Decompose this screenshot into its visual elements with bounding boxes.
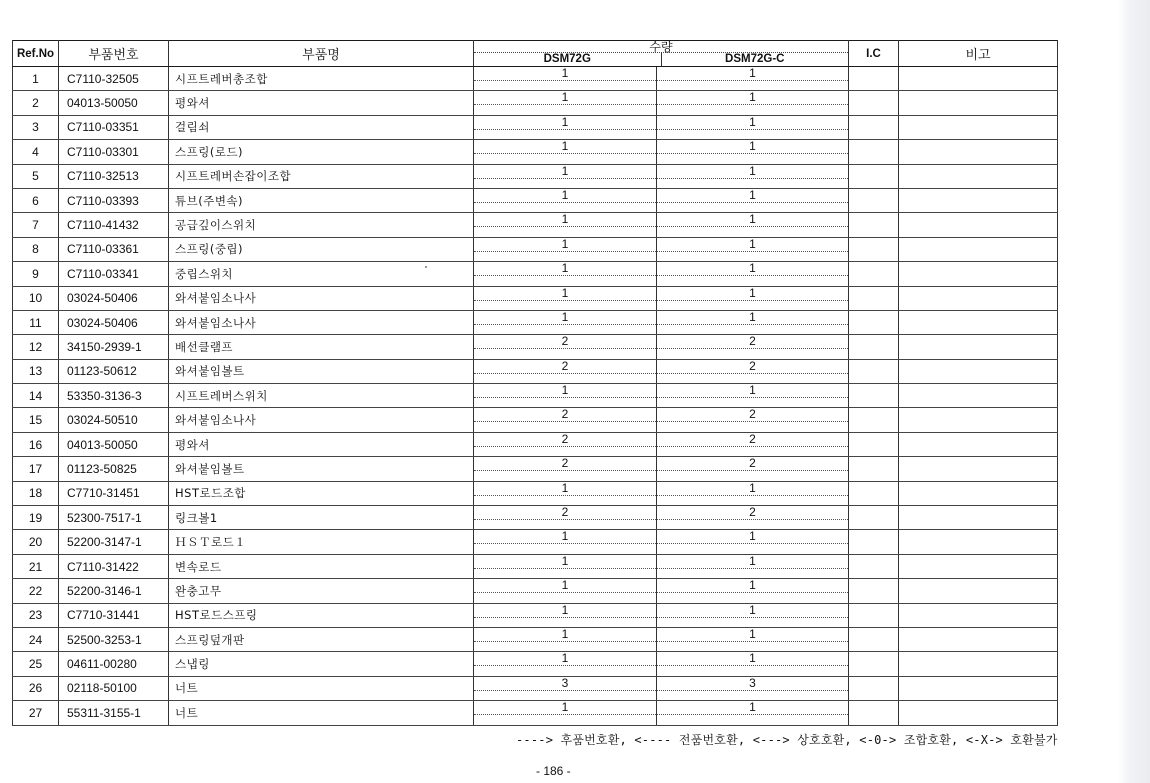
qty-dsm72g-c-cell xyxy=(657,676,849,700)
qty-value: 2 xyxy=(561,456,569,471)
parts-table-body xyxy=(13,67,1058,726)
part-number-cell: C7110-41432 xyxy=(59,213,169,237)
qty-value: 1 xyxy=(561,700,569,715)
qty-value: 3 xyxy=(561,676,569,690)
qty-dsm72g-cell xyxy=(474,701,657,725)
qty-dsm72g-cell xyxy=(474,676,657,700)
part-name-cell: HST로드스프링 xyxy=(169,603,474,627)
part-name-cell: 변속로드 xyxy=(169,554,474,578)
part-name-cell: HST로드조합 xyxy=(169,481,474,505)
table-row xyxy=(13,554,1058,578)
ref-no-cell: 9 xyxy=(13,262,59,286)
part-number-cell: C7110-03361 xyxy=(59,237,169,261)
qty-value: 1 xyxy=(561,383,569,398)
ic-cell xyxy=(849,335,899,359)
qty-dsm72g-cell xyxy=(474,603,657,627)
remarks-cell xyxy=(899,457,1058,481)
part-number-cell: 03024-50406 xyxy=(59,286,169,310)
qty-value: 1 xyxy=(749,90,756,105)
qty-value: 1 xyxy=(749,627,756,641)
qty-dsm72g-cell xyxy=(474,506,657,530)
qty-value: 2 xyxy=(561,407,569,422)
qty-value: 1 xyxy=(561,651,569,666)
qty-value: 1 xyxy=(561,237,569,251)
part-number-cell: 52500-3253-1 xyxy=(59,627,169,651)
qty-value: 2 xyxy=(561,334,569,349)
remarks-cell xyxy=(899,335,1058,359)
table-row xyxy=(13,432,1058,456)
qty-dsm72g-cell xyxy=(474,554,657,578)
table-row xyxy=(13,530,1058,554)
qty-value: 1 xyxy=(749,237,756,251)
ic-cell xyxy=(849,408,899,432)
part-name-cell: 배선클램프 xyxy=(169,335,474,359)
qty-value: 2 xyxy=(561,505,569,520)
part-number-cell: 34150-2939-1 xyxy=(59,335,169,359)
part-name-cell: 스프링(로드) xyxy=(169,140,474,164)
part-name-cell: 튜브(주변속) xyxy=(169,188,474,212)
qty-dsm72g-cell xyxy=(474,213,657,237)
part-number-cell: 04611-00280 xyxy=(59,652,169,676)
table-row xyxy=(13,676,1058,700)
ref-no-cell: 23 xyxy=(13,603,59,627)
qty-dsm72g-c-cell xyxy=(657,627,849,651)
part-name-cell: 완충고무 xyxy=(169,579,474,603)
qty-value: 1 xyxy=(561,627,569,641)
part-number-cell: 53350-3136-3 xyxy=(59,384,169,408)
qty-dsm72g-cell xyxy=(474,91,657,115)
qty-value: 1 xyxy=(749,383,756,398)
ic-cell xyxy=(849,188,899,212)
part-number-cell: C7110-03301 xyxy=(59,140,169,164)
part-number-cell: 01123-50825 xyxy=(59,457,169,481)
ref-no-cell: 3 xyxy=(13,115,59,139)
part-name-cell: 너트 xyxy=(169,701,474,725)
qty-dsm72g-cell xyxy=(474,579,657,603)
qty-dsm72g-cell xyxy=(474,335,657,359)
ic-cell xyxy=(849,554,899,578)
table-row xyxy=(13,67,1058,91)
header-model-dsm72g: DSM72G xyxy=(543,53,591,65)
ic-cell xyxy=(849,164,899,188)
ic-cell xyxy=(849,652,899,676)
part-number-cell: 04013-50050 xyxy=(59,432,169,456)
ref-no-cell: 14 xyxy=(13,384,59,408)
remarks-cell xyxy=(899,408,1058,432)
part-number-cell: 02118-50100 xyxy=(59,676,169,700)
qty-dsm72g-c-cell xyxy=(657,603,849,627)
qty-value: 1 xyxy=(561,164,569,178)
qty-value: 1 xyxy=(561,115,569,129)
ref-no-cell: 24 xyxy=(13,627,59,651)
qty-dsm72g-cell xyxy=(474,286,657,310)
ic-cell xyxy=(849,432,899,456)
qty-dsm72g-c-cell xyxy=(657,506,849,530)
part-number-cell: C7710-31451 xyxy=(59,481,169,505)
ic-cell xyxy=(849,310,899,334)
qty-value: 1 xyxy=(749,310,756,324)
ref-no-cell: 7 xyxy=(13,213,59,237)
ref-no-cell: 16 xyxy=(13,432,59,456)
ic-cell xyxy=(849,115,899,139)
header-model-dsm72g-c: DSM72G-C xyxy=(661,53,849,66)
part-name-cell: 스프링(중립) xyxy=(169,237,474,261)
part-name-cell: 스냅링 xyxy=(169,652,474,676)
table-row xyxy=(13,408,1058,432)
part-name-cell: 와셔붙임볼트 xyxy=(169,457,474,481)
remarks-cell xyxy=(899,530,1058,554)
ref-no-cell: 19 xyxy=(13,506,59,530)
ic-cell xyxy=(849,457,899,481)
qty-dsm72g-cell xyxy=(474,164,657,188)
qty-value: 1 xyxy=(749,261,756,276)
part-name-cell: 스프링덮개판 xyxy=(169,627,474,651)
interchangeability-legend: ----> 후품번호환, <---- 전품번호환, <---> 상호호환, <-0-> 조합호환, <-X-> 호환불가 xyxy=(516,733,1058,747)
ref-no-cell: 8 xyxy=(13,237,59,261)
remarks-cell xyxy=(899,384,1058,408)
qty-value: 2 xyxy=(749,359,756,373)
part-number-cell: C7110-32505 xyxy=(59,67,169,91)
qty-dsm72g-cell xyxy=(474,481,657,505)
qty-dsm72g-c-cell xyxy=(657,384,849,408)
remarks-cell xyxy=(899,188,1058,212)
parts-table xyxy=(12,40,1058,726)
qty-value: 1 xyxy=(749,554,756,568)
qty-value: 1 xyxy=(561,603,569,617)
qty-value: 2 xyxy=(749,505,756,520)
qty-value: 1 xyxy=(749,188,756,202)
ref-no-cell: 5 xyxy=(13,164,59,188)
ref-no-cell: 11 xyxy=(13,310,59,334)
page-number: - 186 - xyxy=(536,764,571,778)
qty-value: 1 xyxy=(749,286,756,300)
part-number-cell: 52200-3146-1 xyxy=(59,579,169,603)
qty-dsm72g-c-cell xyxy=(657,579,849,603)
ref-no-cell: 17 xyxy=(13,457,59,481)
part-name-cell: 와셔붙임볼트 xyxy=(169,359,474,383)
table-row xyxy=(13,335,1058,359)
qty-dsm72g-cell xyxy=(474,530,657,554)
qty-dsm72g-cell xyxy=(474,237,657,261)
qty-value: 1 xyxy=(749,529,756,544)
ic-cell xyxy=(849,262,899,286)
part-number-cell: C7110-32513 xyxy=(59,164,169,188)
ref-no-cell: 25 xyxy=(13,652,59,676)
qty-value: 1 xyxy=(561,481,569,495)
qty-value: 1 xyxy=(561,90,569,105)
qty-value: 1 xyxy=(749,139,756,154)
table-row xyxy=(13,164,1058,188)
table-row xyxy=(13,506,1058,530)
ref-no-cell: 12 xyxy=(13,335,59,359)
remarks-cell xyxy=(899,627,1058,651)
qty-dsm72g-cell xyxy=(474,310,657,334)
table-row xyxy=(13,627,1058,651)
ic-cell xyxy=(849,603,899,627)
qty-value: 1 xyxy=(561,286,569,300)
qty-dsm72g-c-cell xyxy=(657,188,849,212)
table-row xyxy=(13,115,1058,139)
qty-dsm72g-c-cell xyxy=(657,701,849,725)
ref-no-cell: 21 xyxy=(13,554,59,578)
table-row xyxy=(13,359,1058,383)
qty-dsm72g-c-cell xyxy=(657,457,849,481)
qty-dsm72g-c-cell xyxy=(657,652,849,676)
table-row xyxy=(13,310,1058,334)
header-part-name: 부품명 xyxy=(169,41,474,67)
part-name-cell: 중립스위치 xyxy=(169,262,474,286)
qty-dsm72g-cell xyxy=(474,457,657,481)
qty-dsm72g-cell xyxy=(474,115,657,139)
qty-value: 1 xyxy=(749,651,756,666)
qty-value: 2 xyxy=(749,432,756,446)
part-number-cell: C7110-03341 xyxy=(59,262,169,286)
qty-value: 1 xyxy=(561,66,569,80)
remarks-cell xyxy=(899,237,1058,261)
table-row xyxy=(13,213,1058,237)
remarks-cell xyxy=(899,140,1058,164)
qty-value: 2 xyxy=(749,407,756,422)
part-name-cell: 시프트레버손잡이조합 xyxy=(169,164,474,188)
part-name-cell: ＨＳＴ로드１ xyxy=(169,530,474,554)
qty-value: 2 xyxy=(561,359,569,373)
remarks-cell xyxy=(899,603,1058,627)
ic-cell xyxy=(849,701,899,725)
table-row xyxy=(13,384,1058,408)
qty-dsm72g-c-cell xyxy=(657,408,849,432)
ic-cell xyxy=(849,384,899,408)
qty-value: 1 xyxy=(561,554,569,568)
table-row xyxy=(13,652,1058,676)
part-number-cell: C7710-31441 xyxy=(59,603,169,627)
part-number-cell: C7110-03351 xyxy=(59,115,169,139)
ic-cell xyxy=(849,676,899,700)
table-row xyxy=(13,140,1058,164)
header-quantity-models xyxy=(474,52,848,66)
part-name-cell: 평와셔 xyxy=(169,91,474,115)
part-name-cell: 와셔붙임소나사 xyxy=(169,408,474,432)
qty-value: 1 xyxy=(749,603,756,617)
ic-cell xyxy=(849,530,899,554)
qty-value: 1 xyxy=(561,261,569,276)
part-number-cell: 04013-50050 xyxy=(59,91,169,115)
part-number-cell: C7110-31422 xyxy=(59,554,169,578)
ref-no-cell: 10 xyxy=(13,286,59,310)
part-number-cell: 52200-3147-1 xyxy=(59,530,169,554)
qty-dsm72g-cell xyxy=(474,67,657,91)
qty-dsm72g-c-cell xyxy=(657,262,849,286)
qty-dsm72g-c-cell xyxy=(657,481,849,505)
qty-dsm72g-c-cell xyxy=(657,554,849,578)
part-number-cell: 52300-7517-1 xyxy=(59,506,169,530)
qty-value: 1 xyxy=(749,115,756,129)
ref-no-cell: 26 xyxy=(13,676,59,700)
qty-value: 1 xyxy=(749,164,756,178)
qty-dsm72g-cell xyxy=(474,262,657,286)
ic-cell xyxy=(849,506,899,530)
qty-dsm72g-c-cell xyxy=(657,530,849,554)
table-row xyxy=(13,188,1058,212)
qty-dsm72g-cell xyxy=(474,652,657,676)
ic-cell xyxy=(849,67,899,91)
qty-dsm72g-c-cell xyxy=(657,335,849,359)
ref-no-cell: 22 xyxy=(13,579,59,603)
remarks-cell xyxy=(899,432,1058,456)
part-number-cell: 03024-50406 xyxy=(59,310,169,334)
remarks-cell xyxy=(899,164,1058,188)
qty-dsm72g-cell xyxy=(474,188,657,212)
part-number-cell: 01123-50612 xyxy=(59,359,169,383)
remarks-cell xyxy=(899,213,1058,237)
qty-dsm72g-cell xyxy=(474,627,657,651)
remarks-cell xyxy=(899,359,1058,383)
ref-no-cell: 13 xyxy=(13,359,59,383)
remarks-cell xyxy=(899,481,1058,505)
part-name-cell: 시프트레버스위치 xyxy=(169,384,474,408)
qty-dsm72g-c-cell xyxy=(657,213,849,237)
qty-value: 1 xyxy=(561,529,569,544)
ic-cell xyxy=(849,91,899,115)
qty-dsm72g-c-cell xyxy=(657,310,849,334)
header-ref-no: Ref.No xyxy=(13,41,59,67)
ref-no-cell: 27 xyxy=(13,701,59,725)
qty-value: 1 xyxy=(561,578,569,593)
part-name-cell: 링크볼1 xyxy=(169,506,474,530)
ref-no-cell: 4 xyxy=(13,140,59,164)
qty-dsm72g-cell xyxy=(474,408,657,432)
remarks-cell xyxy=(899,506,1058,530)
qty-value: 1 xyxy=(749,212,756,227)
table-row xyxy=(13,603,1058,627)
qty-dsm72g-c-cell xyxy=(657,237,849,261)
header-ic: I.C xyxy=(849,41,899,67)
qty-value: 2 xyxy=(749,334,756,349)
qty-dsm72g-cell xyxy=(474,384,657,408)
part-name-cell: 와셔붙임소나사 xyxy=(169,310,474,334)
part-name-cell: 공급깊이스위치 xyxy=(169,213,474,237)
page-edge-shadow xyxy=(1118,0,1150,783)
qty-dsm72g-cell xyxy=(474,140,657,164)
qty-dsm72g-c-cell xyxy=(657,164,849,188)
qty-dsm72g-c-cell xyxy=(657,286,849,310)
qty-value: 1 xyxy=(561,310,569,324)
ref-no-cell: 1 xyxy=(13,67,59,91)
part-name-cell: 와셔붙임소나사 xyxy=(169,286,474,310)
part-number-cell: 55311-3155-1 xyxy=(59,701,169,725)
remarks-cell xyxy=(899,115,1058,139)
remarks-cell xyxy=(899,676,1058,700)
qty-dsm72g-c-cell xyxy=(657,140,849,164)
table-row xyxy=(13,91,1058,115)
table-row xyxy=(13,457,1058,481)
header-part-number: 부품번호 xyxy=(59,41,169,67)
ref-no-cell: 18 xyxy=(13,481,59,505)
ic-cell xyxy=(849,140,899,164)
remarks-cell xyxy=(899,310,1058,334)
ref-no-cell: 20 xyxy=(13,530,59,554)
remarks-cell xyxy=(899,286,1058,310)
ref-no-cell: 6 xyxy=(13,188,59,212)
part-name-cell: 너트 xyxy=(169,676,474,700)
table-row xyxy=(13,237,1058,261)
ic-cell xyxy=(849,213,899,237)
header-quantity-label: 수량 xyxy=(649,40,673,54)
qty-value: 1 xyxy=(561,212,569,227)
remarks-cell xyxy=(899,91,1058,115)
header-row xyxy=(13,41,1058,67)
header-remarks: 비고 xyxy=(899,41,1058,67)
qty-value: 2 xyxy=(561,432,569,446)
qty-dsm72g-c-cell xyxy=(657,67,849,91)
qty-value: 2 xyxy=(749,456,756,471)
ic-cell xyxy=(849,481,899,505)
qty-value: 1 xyxy=(749,700,756,715)
table-row xyxy=(13,262,1058,286)
qty-value: 1 xyxy=(749,66,756,80)
header-quantity xyxy=(474,41,849,67)
remarks-cell xyxy=(899,579,1058,603)
qty-value: 1 xyxy=(561,188,569,202)
table-row xyxy=(13,286,1058,310)
table-row xyxy=(13,481,1058,505)
part-name-cell: 평와셔 xyxy=(169,432,474,456)
table-row xyxy=(13,579,1058,603)
part-name-cell: 걸림쇠 xyxy=(169,115,474,139)
qty-value: 1 xyxy=(749,481,756,495)
qty-dsm72g-c-cell xyxy=(657,91,849,115)
ic-cell xyxy=(849,286,899,310)
qty-value: 3 xyxy=(749,676,756,690)
qty-dsm72g-c-cell xyxy=(657,359,849,383)
remarks-cell xyxy=(899,262,1058,286)
remarks-cell xyxy=(899,652,1058,676)
ic-cell xyxy=(849,627,899,651)
part-number-cell: C7110-03393 xyxy=(59,188,169,212)
ic-cell xyxy=(849,579,899,603)
part-number-cell: 03024-50510 xyxy=(59,408,169,432)
qty-dsm72g-cell xyxy=(474,359,657,383)
qty-value: 1 xyxy=(561,139,569,154)
qty-dsm72g-c-cell xyxy=(657,115,849,139)
remarks-cell xyxy=(899,67,1058,91)
remarks-cell xyxy=(899,701,1058,725)
ref-no-cell: 15 xyxy=(13,408,59,432)
table-row xyxy=(13,701,1058,725)
qty-value: 1 xyxy=(749,578,756,593)
ic-cell xyxy=(849,359,899,383)
qty-dsm72g-c-cell xyxy=(657,432,849,456)
qty-dsm72g-cell xyxy=(474,432,657,456)
part-name-cell: 시프트레버총조합 xyxy=(169,67,474,91)
ic-cell xyxy=(849,237,899,261)
remarks-cell xyxy=(899,554,1058,578)
ref-no-cell: 2 xyxy=(13,91,59,115)
